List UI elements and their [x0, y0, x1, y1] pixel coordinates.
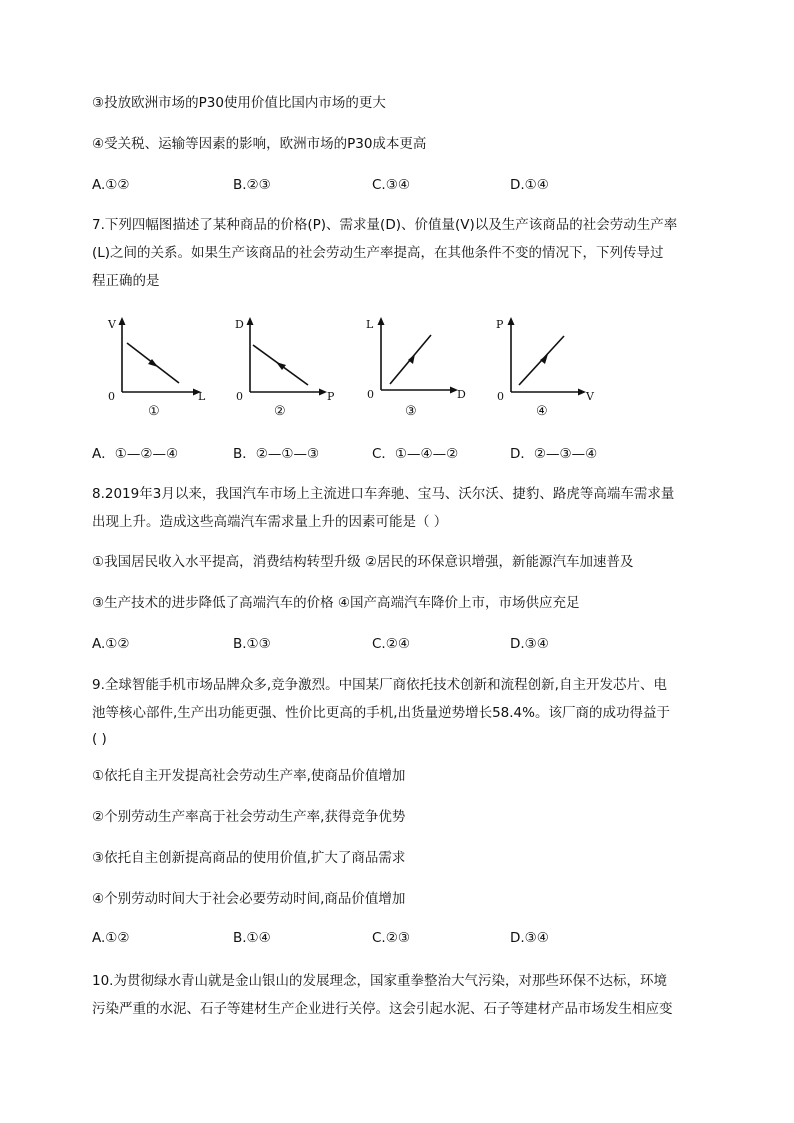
q8-option-c: C.②④ — [372, 636, 410, 652]
graph-1-number: ① — [148, 404, 160, 419]
graph-2-number: ② — [274, 404, 286, 419]
q9-option-a: A.①② — [92, 930, 130, 946]
q7-stem-line-2: (L)之间的关系。如果生产该商品的社会劳动生产率提高，在其他条件不变的情况下，下列传导过 — [92, 245, 664, 261]
graph-4 — [487, 312, 607, 420]
q8-stem-line-1: 8.2019年3月以来，我国汽车市场上主流进口车奔驰、宝马、沃尔沃、捷豹、路虎等高端车需求量 — [92, 486, 675, 502]
graph-4-number: ④ — [536, 404, 548, 419]
q10-stem-line-1: 10.为贯彻绿水青山就是金山银山的发展理念，国家重拳整治大气污染，对那些环保不达标，环境 — [92, 973, 667, 989]
q8-option-a: A.①② — [92, 636, 130, 652]
graph-4-x-label: V — [586, 390, 594, 403]
q9-option-b: B.①④ — [233, 930, 271, 946]
q6-option-a: A.①② — [92, 177, 130, 193]
graph-3-y-label: L — [366, 318, 374, 331]
q6-option-b: B.②③ — [233, 177, 271, 193]
q6-option-d: D.①④ — [510, 177, 549, 193]
q7-stem-line-1: 7.下列四幅图描述了某种商品的价格(P)、需求量(D)、价值量(V)以及生产该商品的社会劳动生产率 — [92, 217, 678, 233]
q6-statement-3: ③投放欧洲市场的P30使用价值比国内市场的更大 — [92, 95, 386, 111]
graph-2-origin: 0 — [236, 390, 243, 403]
graph-3-number: ③ — [405, 404, 417, 419]
graph-1-x-label: L — [198, 390, 206, 403]
graph-3-x-label: D — [457, 388, 466, 401]
q9-statement-3: ③依托自主创新提高商品的使用价值,扩大了商品需求 — [92, 850, 406, 866]
q7-option-a: A．①—②—④ — [92, 446, 179, 462]
q8-statements-1-2: ①我国居民收入水平提高，消费结构转型升级 ②居民的环保意识增强，新能源汽车加速普及 — [92, 554, 634, 570]
q7-option-d: D．②—③—④ — [510, 446, 598, 462]
graph-3-origin: 0 — [367, 388, 374, 401]
q8-statements-3-4: ③生产技术的进步降低了高端汽车的价格 ④国产高端汽车降价上市，市场供应充足 — [92, 595, 580, 611]
graph-1-y-label: V — [108, 318, 116, 331]
q10-stem-line-2: 污染严重的水泥、石子等建材生产企业进行关停。这会引起水泥、石子等建材产品市场发生相应变 — [92, 1001, 673, 1017]
q7-stem-line-3: 程正确的是 — [92, 273, 160, 289]
q9-statement-2: ②个别劳动生产率高于社会劳动生产率,获得竞争优势 — [92, 809, 406, 825]
graph-1-origin: 0 — [108, 390, 115, 403]
q9-statement-4: ④个别劳动时间大于社会必要劳动时间,商品价值增加 — [92, 891, 406, 907]
q7-option-b: B．②—①—③ — [233, 446, 320, 462]
q6-statement-4: ④受关税、运输等因素的影响，欧洲市场的P30成本更高 — [92, 136, 427, 152]
q9-stem-line-3: ( ) — [92, 731, 107, 747]
graph-4-y-label: P — [496, 318, 504, 331]
q8-option-d: D.③④ — [510, 636, 549, 652]
q9-option-c: C.②③ — [372, 930, 410, 946]
graph-3 — [357, 312, 477, 420]
graph-2 — [226, 312, 346, 420]
q9-stem-line-2: 池等核心部件,生产出功能更强、性价比更高的手机,出货量逆势增长58.4%。该厂商的成功得益于 — [92, 705, 670, 721]
q8-stem-line-2: 出现上升。造成这些高端汽车需求量上升的因素可能是（ ） — [92, 514, 448, 530]
graph-2-y-label: D — [235, 318, 244, 331]
graph-1 — [98, 312, 218, 420]
q6-option-c: C.③④ — [372, 177, 410, 193]
graph-4-origin: 0 — [497, 390, 504, 403]
q9-option-d: D.③④ — [510, 930, 549, 946]
q9-statement-1: ①依托自主开发提高社会劳动生产率,使商品价值增加 — [92, 768, 406, 784]
q8-option-b: B.①③ — [233, 636, 271, 652]
q7-option-c: C．①—④—② — [372, 446, 459, 462]
q9-stem-line-1: 9.全球智能手机市场品牌众多,竞争激烈。中国某厂商依托技术创新和流程创新,自主开发芯片、电 — [92, 677, 667, 693]
graph-2-x-label: P — [327, 390, 335, 403]
